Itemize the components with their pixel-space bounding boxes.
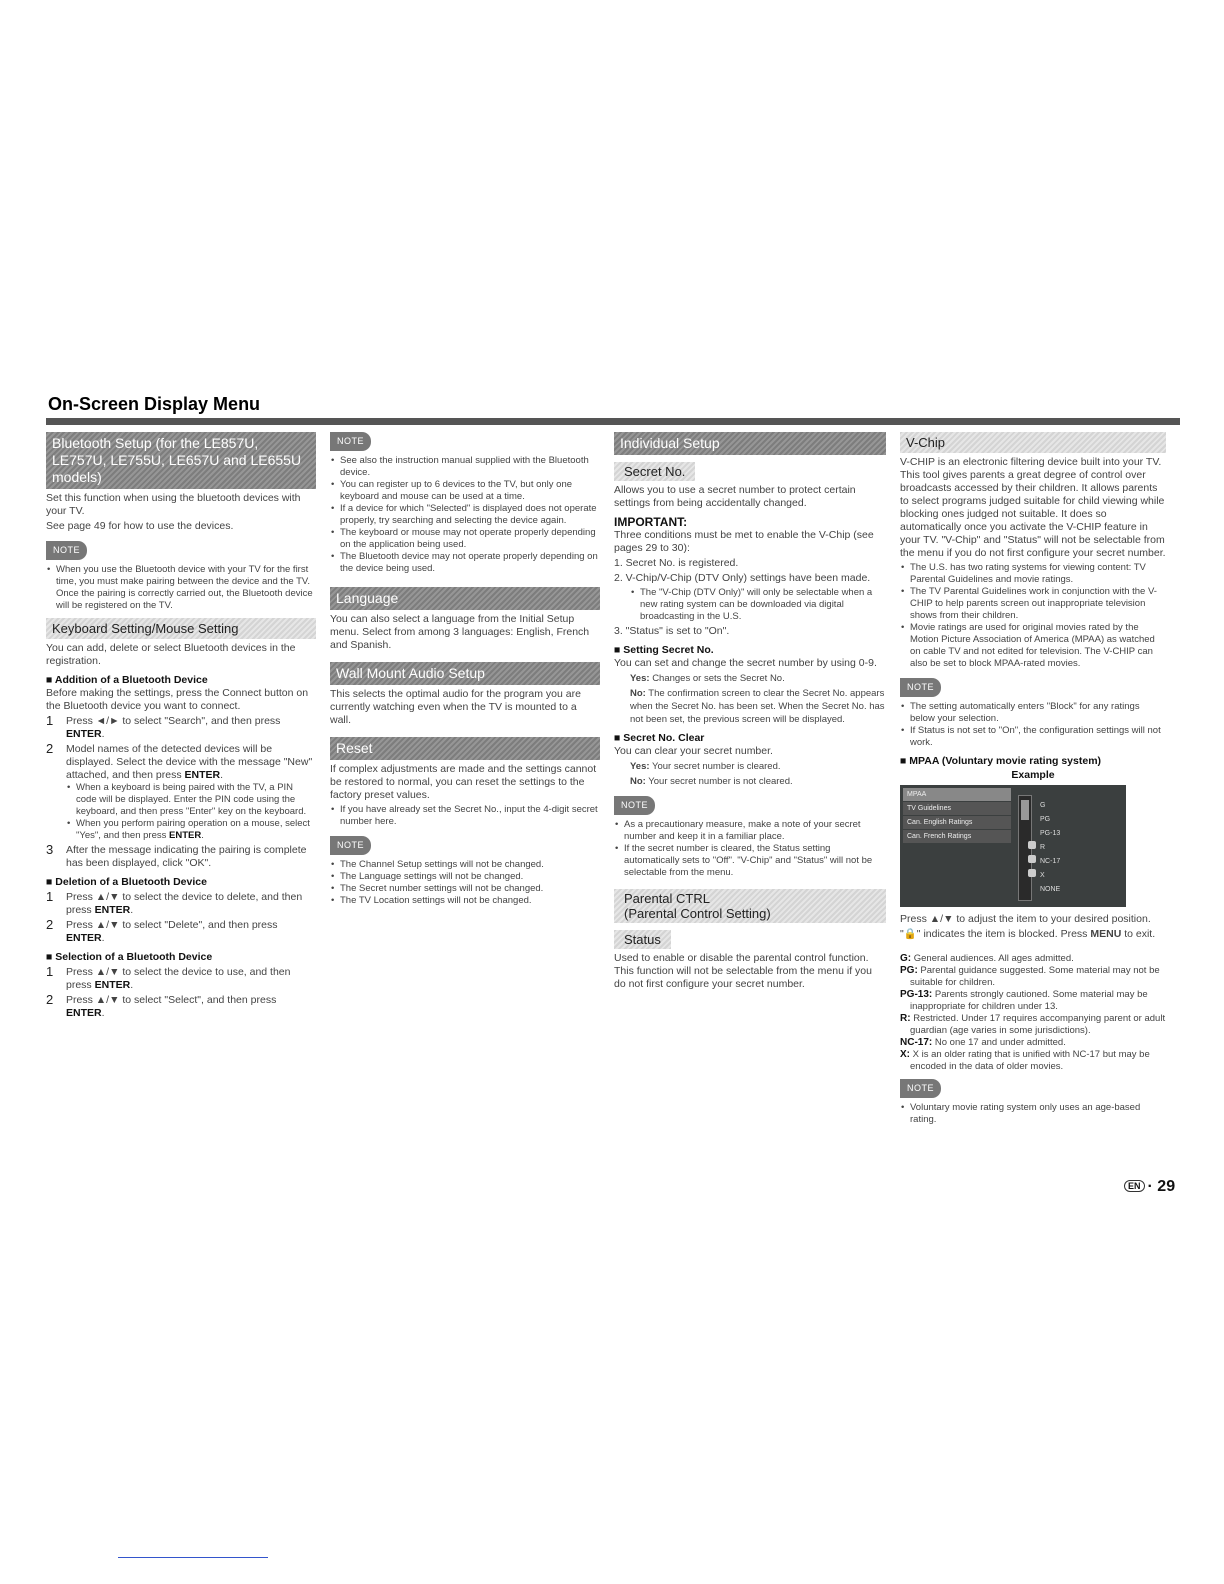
list-item: • The TV Location settings will not be changed. [330, 895, 600, 907]
press-text: Press ▲/▼ to adjust the item to your desired position. [900, 913, 1151, 925]
menu-item: Can. English Ratings [903, 816, 1011, 829]
rating-desc: X is an older rating that is unified with NC-17 but may be encoded in the data of older movies. [910, 1049, 1150, 1072]
column-vchip [900, 432, 1166, 1128]
lock-text [900, 928, 1166, 941]
step-text: After the message indicating the pairing is complete has been displayed, click "OK". [66, 844, 307, 869]
key-label: ENTER [94, 904, 131, 916]
option-yes [614, 672, 886, 685]
rating-definition [900, 965, 1166, 989]
reset-text: If complex adjustments are made and the settings cannot be restored to normal, you can reset the settings to the factory preset values. [330, 763, 597, 801]
list-item: • The setting automatically enters "Block" for any ratings below your selection. [900, 701, 1166, 725]
rating-desc: Parental guidance suggested. Some material may not be suitable for children. [910, 965, 1160, 988]
secret-no-header: Secret No. [614, 462, 695, 481]
note-badge: NOTE [46, 541, 87, 560]
title-rule [46, 418, 1180, 425]
key-label: ENTER [94, 979, 131, 991]
step-item: 2 Model names of the detected devices will be displayed. Select the device with the message "New" attached, and then press ENTER. • When a keyboard is being paired with the TV, a PIN code will be displayed. Enter the PIN code using the keyboard, and then press "Enter" key on the keyboard. • When you perform pairing operation on a mouse, select "Yes", and then press ENTER. [46, 743, 316, 842]
option-text: Changes or sets the Secret No. [652, 673, 785, 684]
rating-key: R: [900, 1013, 911, 1024]
selection-title: ■ Selection of a Bluetooth Device [46, 951, 316, 964]
option-no [614, 775, 886, 788]
key-label: ENTER [66, 728, 102, 740]
wall-mount-text: This selects the optimal audio for the program you are currently watching even when the TV is mounted to a wall. [330, 688, 581, 726]
page-number-value: 29 [1157, 1178, 1176, 1195]
key-label: ENTER [184, 769, 221, 781]
important-label: IMPORTANT: [614, 515, 688, 529]
option-key: Yes: [630, 761, 650, 772]
column-individual-setup [614, 432, 886, 993]
language-header: Language [330, 587, 600, 610]
rating-key: G: [900, 953, 912, 964]
list-item: • As a precautionary measure, make a note of your secret number and keep it in a familiar place. [614, 819, 886, 843]
list-item: • If you have already set the Secret No., input the 4-digit secret number here. [330, 804, 600, 828]
status-header: Status [614, 930, 671, 949]
option-yes [614, 760, 886, 773]
rating-key: PG: [900, 965, 918, 976]
list-item: • You can register up to 6 devices to the TV, but only one keyboard and mouse can be used at a time. [330, 479, 600, 503]
menu-title: MPAA [903, 788, 1011, 801]
step-number: 1 [46, 713, 54, 728]
condition-2: 2. V-Chip/V-Chip (DTV Only) settings have been made. [614, 572, 871, 584]
page-title: On-Screen Display Menu [48, 394, 261, 414]
step-number: 2 [46, 992, 54, 1007]
status-text: Used to enable or disable the parental control function. This function will not be selectable from the menu if you do not first configure your secret number. [614, 952, 872, 990]
list-item: • When a keyboard is being paired with the TV, a PIN code will be displayed. Enter the PIN code using the keyboard, and then press "Enter" key on the keyboard. [66, 782, 316, 818]
reset-bullets [330, 804, 600, 828]
rating-label: NC-17 [1040, 858, 1061, 865]
condition-2-bullets [614, 587, 886, 623]
deletion-title: ■ Deletion of a Bluetooth Device [46, 876, 316, 889]
step-number: 3 [46, 842, 54, 857]
parental-ctrl-line1: Parental CTRL [624, 891, 710, 906]
addition-intro: Before making the settings, press the Connect button on the Bluetooth device you want to connect. [46, 687, 309, 712]
step-item: 2 Press ▲/▼ to select "Delete", and then press ENTER. [46, 917, 278, 944]
list-item: • If the secret number is cleared, the Status setting automatically sets to "Off". "V-Chip" and "Status" will not be selectable from the menu. [614, 843, 886, 879]
note-badge: NOTE [330, 836, 371, 855]
setting-secret-text: You can set and change the secret number by using 0-9. [614, 657, 877, 669]
rating-desc: No one 17 and under admitted. [934, 1037, 1066, 1048]
rating-label: PG-13 [1040, 830, 1061, 837]
rating-label: R [1040, 844, 1046, 851]
secret-intro: Allows you to use a secret number to protect certain settings from being accidentally changed. [614, 484, 856, 509]
key-label: ENTER [66, 1007, 102, 1019]
vchip-notes-list [900, 701, 1166, 749]
final-notes-list [900, 1102, 1166, 1126]
list-item: • If Status is not set to "On", the configuration settings will not work. [900, 725, 1166, 749]
rating-definition [900, 989, 1166, 1013]
step-number: 2 [46, 917, 54, 932]
step-item: 1 Press ▲/▼ to select the device to use, and then press ENTER. [46, 964, 291, 991]
note-badge: NOTE [900, 678, 941, 697]
language-badge: EN [1124, 1180, 1145, 1192]
step-number: 1 [46, 964, 54, 979]
step-number: 2 [46, 741, 54, 756]
bt-intro: Set this function when using the bluetooth devices with your TV. [46, 492, 301, 517]
reset-header: Reset [330, 737, 600, 760]
vchip-bullets [900, 562, 1166, 670]
step-item: 2 Press ▲/▼ to select "Select", and then press ENTER. [46, 992, 277, 1019]
column-bluetooth [46, 432, 316, 1020]
secret-clear-text: You can clear your secret number. [614, 745, 773, 757]
mpaa-title: ■ MPAA (Voluntary movie rating system) [900, 755, 1166, 768]
step-number: 1 [46, 889, 54, 904]
page-number: EN · 29 [1124, 1178, 1175, 1196]
parental-ctrl-line2: (Parental Control Setting) [624, 906, 771, 921]
condition-3: 3. "Status" is set to "On". [614, 625, 730, 637]
individual-setup-header: Individual Setup [614, 432, 886, 455]
vchip-text: V-CHIP is an electronic filtering device built into your TV. This tool gives parents a great degree of control over broadcasts accessed by their children. It allows parents to select programs judged suitable for child viewing while blocking ones judged not suitable. It does so automatically once you activate the V-CHIP feature in your TV. "V-Chip" and "Status" will not be selectable from the menu if you do not first configure your secret number. [900, 456, 1166, 559]
bt-see: See page 49 for how to use the devices. [46, 520, 234, 532]
list-item: • The keyboard or mouse may not operate properly depending on the application being used. [330, 527, 600, 551]
important-text: Three conditions must be met to enable the V-Chip (see pages 29 to 30): [614, 529, 874, 554]
lock-icon [1028, 841, 1036, 849]
step-text: Press ◄/► to select "Search", and then press [66, 715, 281, 727]
list-item: • The U.S. has two rating systems for viewing content: TV Parental Guidelines and movie ratings. [900, 562, 1166, 586]
bullet-text: When you perform pairing operation on a mouse, select "Yes", and then press [76, 818, 310, 841]
rating-definition [900, 953, 1166, 965]
step-item: 1 Press ▲/▼ to select the device to delete, and then press ENTER. [46, 889, 303, 916]
rating-definition [900, 1037, 1166, 1049]
menu-item: Can. French Ratings [903, 830, 1011, 843]
list-item: • The Bluetooth device may not operate properly depending on the device being used. [330, 551, 600, 575]
list-item: • Movie ratings are used for original movies rated by the Motion Picture Association of America (MPAA) as watched on cable TV and not edited for television. The V-CHIP can also be set to block MPAA-rated movies. [900, 622, 1166, 670]
rating-key: NC-17: [900, 1037, 933, 1048]
key-label: ENTER [169, 830, 202, 841]
rating-definition [900, 1049, 1166, 1073]
rating-key: PG-13: [900, 989, 933, 1000]
rating-desc: General audiences. All ages admitted. [913, 953, 1074, 964]
example-label: Example [1011, 769, 1055, 781]
list-item: • If a device for which "Selected" is displayed does not operate properly, try searching and selecting the device again. [330, 503, 600, 527]
list-item: • The "V-Chip (DTV Only)" will only be selectable when a new rating system can be downloaded via digital broadcasting in the U.S. [630, 587, 886, 623]
rating-desc: Restricted. Under 17 requires accompanying parent or adult guardian (age varies in some jurisdictions). [910, 1013, 1166, 1036]
list-item: • When you perform pairing operation on a mouse, select "Yes", and then press ENTER. [66, 818, 316, 842]
mpaa-screen-example [900, 785, 1126, 907]
step-item [46, 844, 316, 870]
column-language-reset [330, 432, 600, 909]
key-label: ENTER [66, 932, 102, 944]
option-key: No: [630, 776, 646, 787]
menu-key: MENU [1090, 928, 1122, 940]
step-text: Press ▲/▼ to select "Delete", and then press [66, 919, 278, 931]
step-text: Press ▲/▼ to select the device to use, and then press [66, 966, 291, 991]
addition-title: ■ Addition of a Bluetooth Device [46, 674, 316, 687]
reset-notes-list [330, 859, 600, 907]
bluetooth-setup-header: Bluetooth Setup (for the LE857U, LE757U, LE755U, LE657U and LE655U models) [46, 432, 316, 489]
lock-sentence: "🔒" indicates the item is blocked. Press [900, 928, 1088, 940]
parental-ctrl-header [614, 889, 886, 923]
slider-handle [1021, 800, 1029, 820]
kb-intro: You can add, delete or select Bluetooth devices in the registration. [46, 642, 296, 667]
lock-tail: to exit. [1124, 928, 1156, 940]
step-text: Model names of the detected devices will be displayed. Select the device with the message "New" attached, and then press [66, 743, 313, 781]
menu-item: TV Guidelines [903, 802, 1011, 815]
note-badge: NOTE [900, 1079, 941, 1098]
list-item: • See also the instruction manual supplied with the Bluetooth device. [330, 455, 600, 479]
list-item: • Voluntary movie rating system only uses an age-based rating. [900, 1102, 1166, 1126]
condition-1: 1. Secret No. is registered. [614, 557, 739, 569]
option-text: Your secret number is not cleared. [648, 776, 793, 787]
note-badge: NOTE [614, 796, 655, 815]
option-key: No: [630, 688, 646, 699]
step-bullets [66, 782, 316, 842]
rating-label: NONE [1040, 886, 1061, 893]
list-item: • The Language settings will not be changed. [330, 871, 600, 883]
rating-label: G [1040, 802, 1046, 809]
secret-clear-title: ■ Secret No. Clear [614, 732, 886, 745]
list-item: • The TV Parental Guidelines work in conjunction with the V-CHIP to help parents screen out inappropriate television shows from their children. [900, 586, 1166, 622]
step-text: Press ▲/▼ to select the device to delete, and then press [66, 891, 303, 916]
step-text: Press ▲/▼ to select "Select", and then press [66, 994, 277, 1006]
bt-notes-list [330, 455, 600, 575]
bt-note-list [46, 564, 316, 612]
setting-secret-title: ■ Setting Secret No. [614, 644, 886, 657]
note-badge: NOTE [330, 432, 371, 451]
lock-icon [1028, 855, 1036, 863]
rating-key: X: [900, 1049, 910, 1060]
option-text: The confirmation screen to clear the Secret No. appears when the Secret No. has been set. When the Secret No. has not been set, the previous screen will be displayed. [630, 688, 885, 725]
option-no [614, 687, 886, 726]
keyboard-setting-header: Keyboard Setting/Mouse Setting [46, 618, 316, 639]
step-item: 1 Press ◄/► to select "Search", and then press ENTER. [46, 713, 281, 740]
rating-label: PG [1040, 816, 1051, 823]
option-key: Yes: [630, 673, 650, 684]
menu-panel [903, 788, 1011, 844]
rating-label: X [1040, 872, 1045, 879]
language-text: You can also select a language from the Initial Setup menu. Select from among 3 languages: English, French and Spanish. [330, 613, 590, 651]
rating-desc: Parents strongly cautioned. Some material may be inappropriate for children under 13. [910, 989, 1148, 1012]
list-item: • When you use the Bluetooth device with your TV for the first time, you must make pairing between the device and the TV. Once the pairing is correctly carried out, the Bluetooth device will be registered on the TV. [46, 564, 316, 612]
option-text: Your secret number is cleared. [652, 761, 781, 772]
lock-icon [1028, 869, 1036, 877]
vchip-header: V-Chip [900, 432, 1166, 453]
footer-line [118, 1557, 268, 1558]
secret-notes-list [614, 819, 886, 879]
list-item: • The Channel Setup settings will not be changed. [330, 859, 600, 871]
list-item: • The Secret number settings will not be changed. [330, 883, 600, 895]
rating-definition [900, 1013, 1166, 1037]
wall-mount-header: Wall Mount Audio Setup [330, 662, 600, 685]
